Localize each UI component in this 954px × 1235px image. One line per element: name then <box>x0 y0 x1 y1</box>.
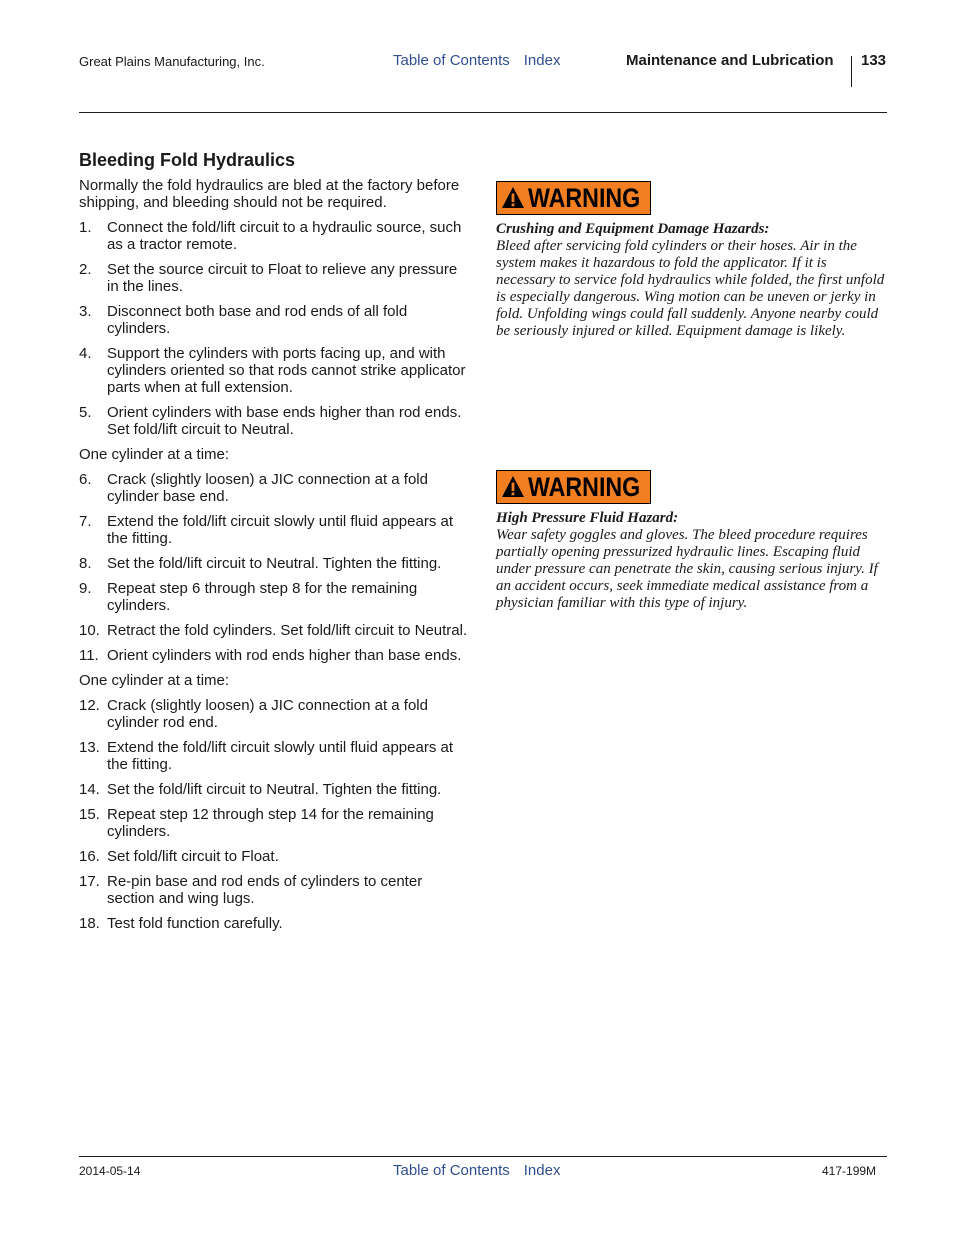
list-item <box>79 848 471 865</box>
list-item <box>79 647 471 664</box>
step-text: Disconnect both base and rod ends of all fold cylinders. <box>107 303 408 337</box>
step-text: Connect the fold/lift circuit to a hydraulic source, such as a tractor remote. <box>107 219 462 253</box>
footer-rule <box>79 1156 887 1157</box>
step-number: 12. <box>79 697 100 714</box>
step-text: Crack (slightly loosen) a JIC connection at a fold cylinder base end. <box>107 471 428 505</box>
toc-link[interactable]: Table of Contents <box>393 52 510 69</box>
warning-badge <box>496 181 651 215</box>
step-number: 15. <box>79 806 100 823</box>
step-number: 10. <box>79 622 100 639</box>
list-item <box>79 404 471 438</box>
page-number: 133 <box>861 52 887 69</box>
page-title: Bleeding Fold Hydraulics <box>79 150 296 170</box>
step-text: Set fold/lift circuit to Float. <box>107 848 279 865</box>
step-text: Repeat step 12 through step 14 for the remaining cylinders. <box>107 806 434 840</box>
footer-date: 2014-05-14 <box>79 1164 141 1178</box>
warning-triangle-icon <box>501 475 525 499</box>
warning-badge <box>496 470 651 504</box>
step-number: 14. <box>79 781 100 798</box>
step-number: 5. <box>79 404 92 421</box>
list-item <box>79 739 471 773</box>
warning-label: WARNING <box>528 471 641 502</box>
index-link[interactable]: Index <box>523 52 561 69</box>
list-item <box>79 580 471 614</box>
warning-box-pressure <box>496 470 888 612</box>
one-at-a-time-note: One cylinder at a time: <box>79 446 230 463</box>
steps-list-c <box>79 697 471 932</box>
step-text: Set the source circuit to Float to relieve any pressure in the lines. <box>107 261 458 295</box>
steps-list-a <box>79 219 471 438</box>
list-item <box>79 697 471 731</box>
section-title: Maintenance and Lubrication <box>626 52 834 69</box>
step-number: 17. <box>79 873 100 890</box>
step-number: 3. <box>79 303 92 320</box>
document-number: 417-199M <box>822 1164 877 1178</box>
step-number: 4. <box>79 345 92 362</box>
warning-box-crushing <box>496 181 888 340</box>
step-number: 18. <box>79 915 100 932</box>
list-item <box>79 345 471 396</box>
step-text: Test fold function carefully. <box>107 915 283 932</box>
list-item <box>79 915 471 932</box>
list-item <box>79 261 471 295</box>
step-text: Set the fold/lift circuit to Neutral. Tighten the fitting. <box>107 781 442 798</box>
list-item <box>79 471 471 505</box>
warning-body: Wear safety goggles and gloves. The bleed procedure requires partially opening pressurized hydraulic lines. Escaping fluid under pressure can penetrate the skin, causing serious injury. If an accident occurs, seek immediate medical assistance from a physician familiar with this type of injury. <box>496 527 878 611</box>
step-number: 6. <box>79 471 92 488</box>
steps-list-b <box>79 471 471 664</box>
step-text: Re-pin base and rod ends of cylinders to center section and wing lugs. <box>107 873 423 907</box>
header-nav <box>393 52 560 70</box>
step-text: Set the fold/lift circuit to Neutral. Tighten the fitting. <box>107 555 442 572</box>
list-item <box>79 873 471 907</box>
step-number: 9. <box>79 580 92 597</box>
step-text: Orient cylinders with rod ends higher than base ends. <box>107 647 462 664</box>
list-item <box>79 513 471 547</box>
warning-heading: High Pressure Fluid Hazard: <box>496 510 679 526</box>
step-number: 8. <box>79 555 92 572</box>
warning-triangle-icon <box>501 186 525 210</box>
step-text: Support the cylinders with ports facing up, and with cylinders oriented so that rods cannot strike applicator parts when at full extension. <box>107 345 466 396</box>
step-text: Extend the fold/lift circuit slowly until fluid appears at the fitting. <box>107 739 454 773</box>
step-number: 11. <box>79 647 99 664</box>
header-rule <box>79 112 887 113</box>
index-link[interactable]: Index <box>523 1162 561 1179</box>
step-number: 2. <box>79 261 92 278</box>
warning-heading: Crushing and Equipment Damage Hazards: <box>496 221 770 237</box>
step-number: 16. <box>79 848 100 865</box>
list-item <box>79 303 471 337</box>
company-name: Great Plains Manufacturing, Inc. <box>79 54 265 69</box>
header-divider <box>851 56 852 87</box>
step-text: Retract the fold cylinders. Set fold/lift circuit to Neutral. <box>107 622 468 639</box>
list-item <box>79 806 471 840</box>
footer-nav <box>393 1162 560 1180</box>
warning-label: WARNING <box>528 182 641 213</box>
step-number: 1. <box>79 219 92 236</box>
intro-paragraph: Normally the fold hydraulics are bled at the factory before shipping, and bleeding should not be required. <box>79 177 460 211</box>
warning-body: Bleed after servicing fold cylinders or their hoses. Air in the system makes it hazardous to fold the applicator. If it is necessary to service fold hydraulics while folded, the first unfold is especially dangerous. Wing motion can be uneven or jerky in fold. Unfolding wings could fall suddenly. Anyone nearby could be seriously injured or killed. Equipment damage is likely. <box>496 238 885 339</box>
toc-link[interactable]: Table of Contents <box>393 1162 510 1179</box>
step-number: 13. <box>79 739 100 756</box>
list-item <box>79 555 471 572</box>
step-text: Repeat step 6 through step 8 for the remaining cylinders. <box>107 580 418 614</box>
list-item <box>79 781 471 798</box>
one-at-a-time-note: One cylinder at a time: <box>79 672 230 689</box>
main-content <box>79 150 471 940</box>
list-item <box>79 622 471 639</box>
step-text: Extend the fold/lift circuit slowly until fluid appears at the fitting. <box>107 513 454 547</box>
list-item <box>79 219 471 253</box>
step-text: Crack (slightly loosen) a JIC connection at a fold cylinder rod end. <box>107 697 428 731</box>
step-text: Orient cylinders with base ends higher than rod ends. Set fold/lift circuit to Neutral. <box>107 404 462 438</box>
step-number: 7. <box>79 513 92 530</box>
